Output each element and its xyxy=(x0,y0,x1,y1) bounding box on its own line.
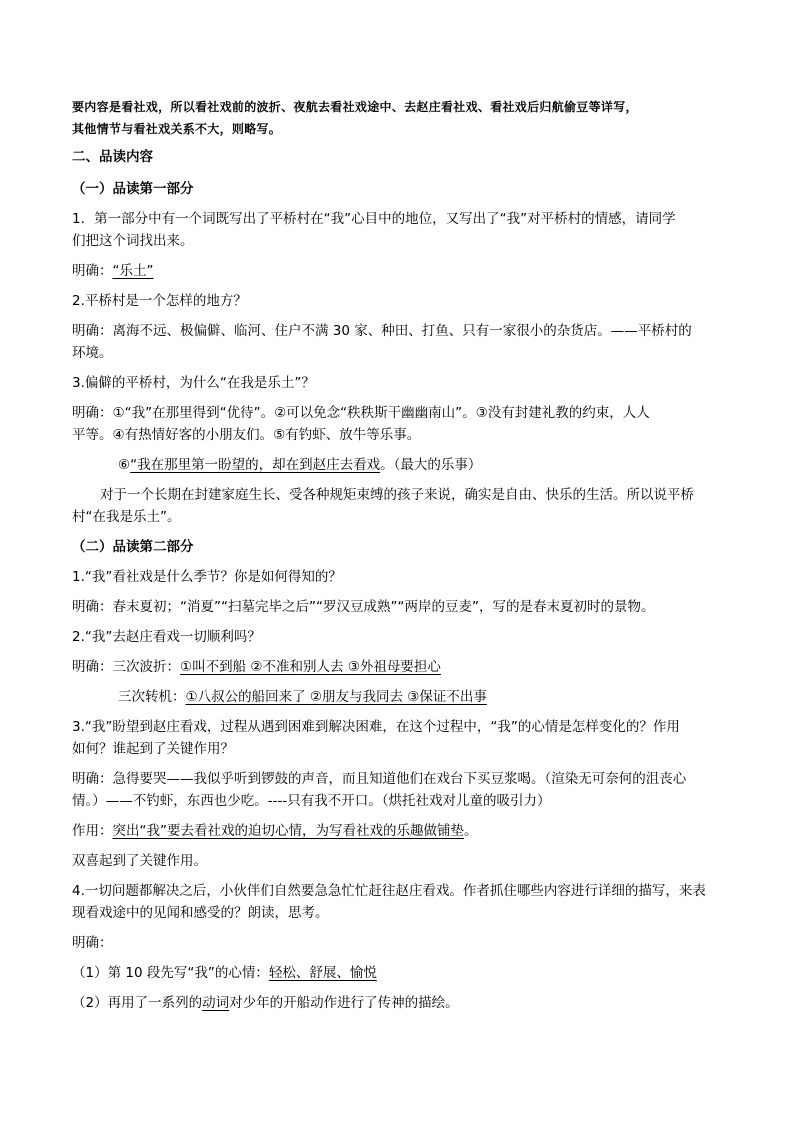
answer-highlight: 轻松、舒展、愉悦 xyxy=(268,965,377,981)
part2-answer-3-line-2: 情。）——不钓虾，东西也少吃。----只有我不开口。（烘托社戏对儿童的吸引力） xyxy=(72,793,551,809)
part1-question-1-line-2: 们把这个词找出来。 xyxy=(72,233,194,249)
part2-answer-4-item-2 xyxy=(72,992,722,1014)
part2-effect xyxy=(72,820,722,842)
part2-answer-2a xyxy=(72,656,722,678)
part2-answer-2b xyxy=(118,686,768,708)
item-text: 对少年的开船动作进行了传神的描绘。 xyxy=(229,995,459,1011)
section-heading: 二、品读内容 xyxy=(72,149,153,165)
part1-question-1-line-1: 1．第一部分中有一个词既写出了平桥村在“我”心目中的地位，又写出了“我”对平桥村的情感，请同学 xyxy=(72,211,676,227)
part2-key-person: 双喜起到了关键作用。 xyxy=(72,853,207,869)
item-text: （1）第 10 段先写“我”的心情： xyxy=(72,965,269,981)
part2-question-4-line-1: 4.一切问题都解决之后，小伙伴们自然要急急忙忙赶往赵庄看戏。作者抓住哪些内容进行详细的描写，来表 xyxy=(72,883,706,899)
intro-paragraph-line-1: 要内容是看社戏，所以看社戏前的波折、夜航去看社戏途中、去赵庄看社戏、看社戏后归航偷豆等详写， xyxy=(72,100,638,114)
part2-question-2: 2.“我”去赵庄看戏一切顺利吗？ xyxy=(72,629,261,645)
answer-highlight: “我在那里第一盼望的，却在到赵庄去看戏 xyxy=(130,457,381,473)
answer-label: 明确：三次波折： xyxy=(72,659,180,675)
item-text: （2）再用了一系列的 xyxy=(72,995,203,1011)
answer-label: 作用： xyxy=(72,823,113,839)
part1-answer-3-item-6 xyxy=(118,454,768,476)
part1-question-3: 3.偏僻的平桥村，为什么“在我是乐土”？ xyxy=(72,375,315,391)
punctuation: 。 xyxy=(464,823,478,839)
item-number: ⑥ xyxy=(118,457,131,473)
answer-label: 明确： xyxy=(72,263,113,279)
part1-answer-3-line-1: 明确：①“我”在那里得到“优待”。②可以免念“秩秩斯干幽幽南山”。③没有封建礼教的约束，人人 xyxy=(72,405,650,421)
part2-answer-4-item-1 xyxy=(72,962,722,984)
answer-highlight: ①叫不到船 ②不准和别人去 ③外祖母要担心 xyxy=(180,659,441,675)
answer-highlight: “乐土” xyxy=(112,263,154,279)
part2-question-1: 1.“我”看社戏是什么季节？你是如何得知的？ xyxy=(72,569,342,585)
intro-paragraph-line-2: 其他情节与看社戏关系不大，则略写。 xyxy=(72,122,282,136)
part1-summary-line-1: 对于一个长期在封建家庭生长、受各种规矩束缚的孩子来说，确实是自由、快乐的生活。所以说平桥 xyxy=(100,487,694,503)
part1-heading: （一）品读第一部分 xyxy=(72,181,194,197)
part1-answer-3-line-2: 平等。④有热情好客的小朋友们。⑤有钓虾、放牛等乐事。 xyxy=(72,427,421,443)
part2-answer-1: 明确：春末夏初；“消夏”“扫墓完毕之后”“罗汉豆成熟”“两岸的豆麦”，写的是春末夏初时的景物。 xyxy=(72,599,655,615)
part2-heading: （二）品读第二部分 xyxy=(72,539,194,555)
answer-highlight: 突出“我”要去看社戏的迫切心情，为写看社戏的乐趣做铺垫 xyxy=(112,823,464,839)
part2-answer-3-line-1: 明确：急得要哭——我似乎听到锣鼓的声音，而且知道他们在戏台下买豆浆喝。（渲染无可奈何的沮丧心 xyxy=(72,771,687,787)
part2-question-3-line-2: 如何？谁起到了关键作用？ xyxy=(72,741,234,757)
item-note: 。（最大的乐事） xyxy=(380,457,482,473)
part2-question-3-line-1: 3.“我”盼望到赵庄看戏，过程从遇到困难到解决困难，在这个过程中，“我”的心情是怎样变化的？作用 xyxy=(72,719,680,735)
part1-answer-1 xyxy=(72,260,722,282)
part1-summary-line-2: 村“在我是乐土”。 xyxy=(72,509,181,525)
part2-question-4-line-2: 现看戏途中的见闻和感受的？朗读，思考。 xyxy=(72,905,329,921)
part1-answer-2-line-1: 明确：离海不远、极偏僻、临河、住户不满 30 家、种田、打鱼、只有一家很小的杂货店。——平桥村的 xyxy=(72,323,692,339)
answer-highlight: ①八叔公的船回来了 ②朋友与我同去 ③保证不出事 xyxy=(185,689,487,705)
answer-highlight: 动词 xyxy=(202,995,230,1011)
part1-question-2: 2.平桥村是一个怎样的地方？ xyxy=(72,293,247,309)
answer-label: 三次转机： xyxy=(118,689,186,705)
part2-answer-4-label: 明确： xyxy=(72,935,113,951)
part1-answer-2-line-2: 环境。 xyxy=(72,345,113,361)
